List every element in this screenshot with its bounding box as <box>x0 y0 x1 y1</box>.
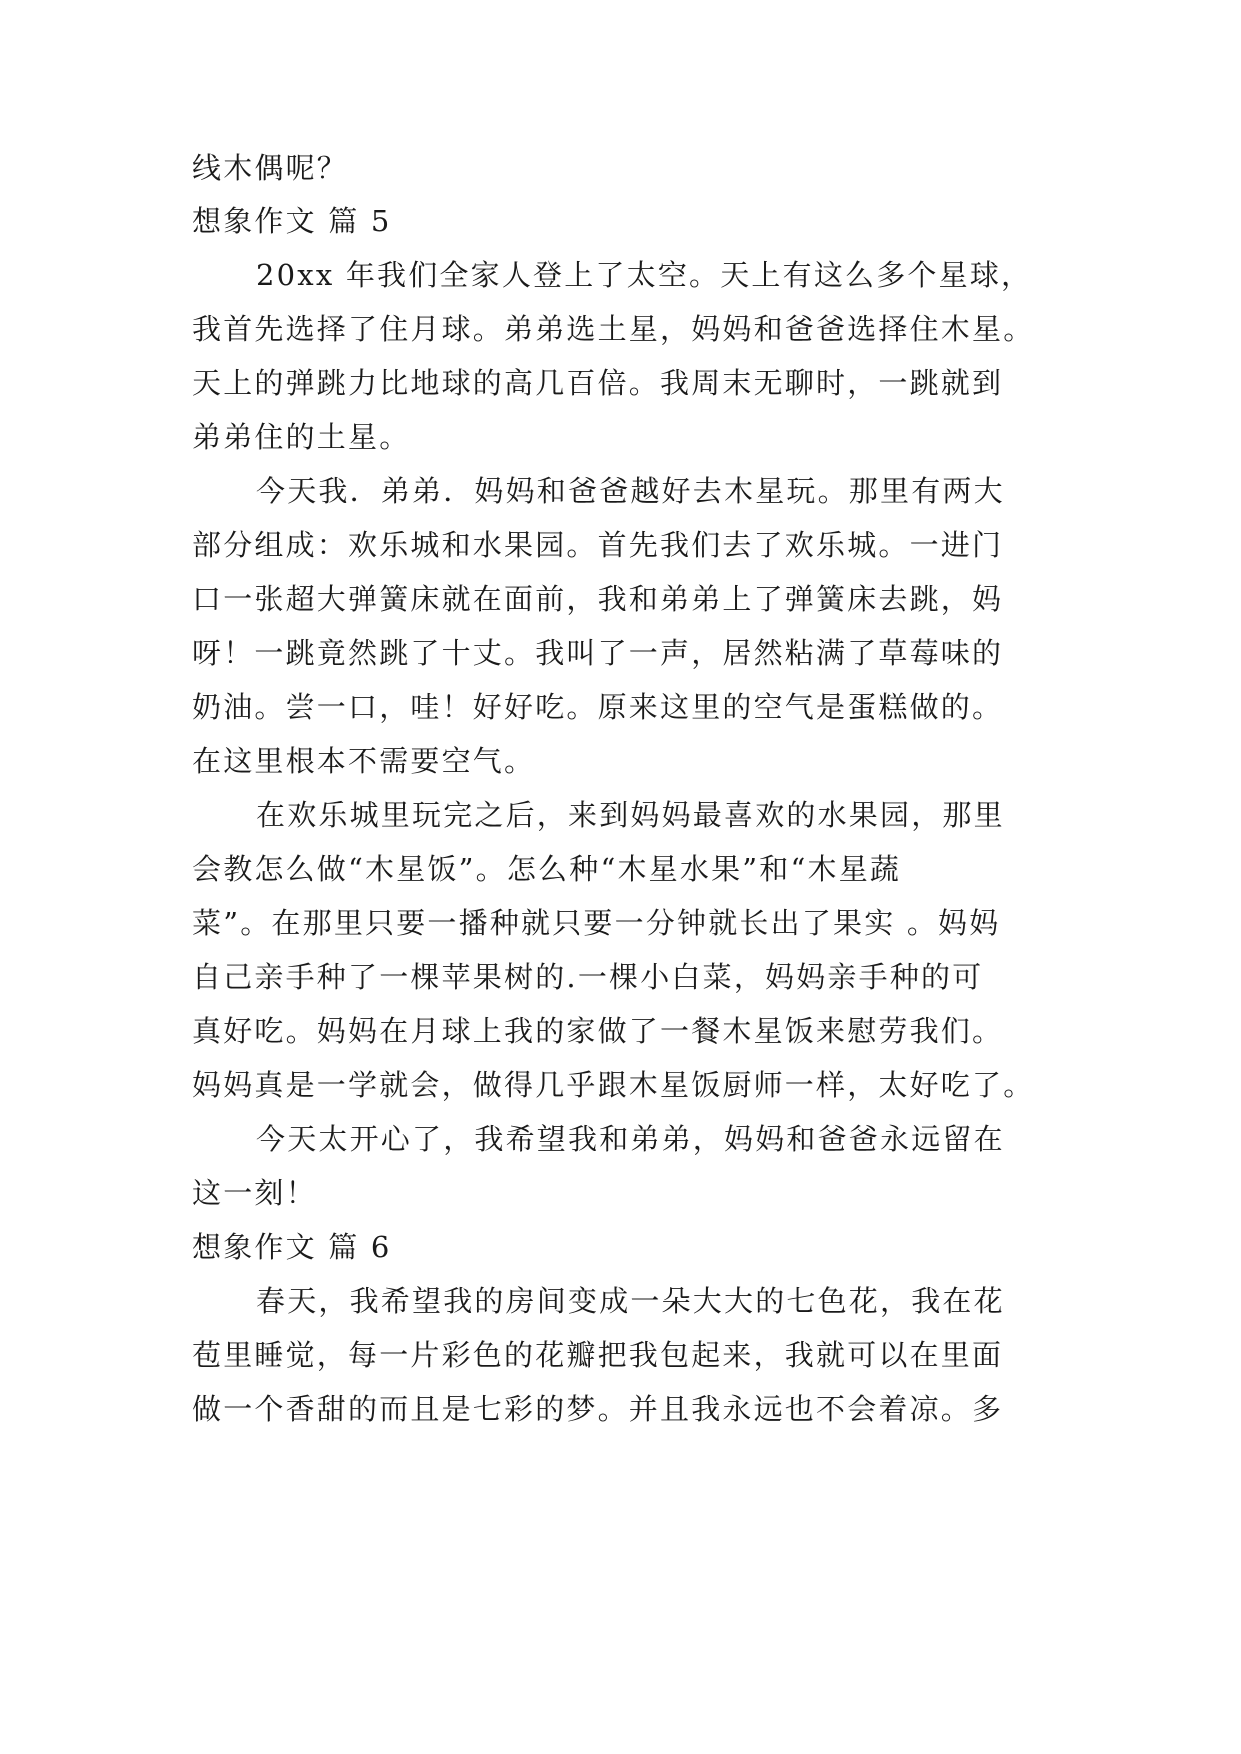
paragraph-line: 呀！一跳竟然跳了十丈。我叫了一声，居然粘满了草莓味的 <box>192 636 1004 670</box>
section-heading: 想象作文 篇 6 <box>192 1230 392 1264</box>
paragraph-line: 真好吃。妈妈在月球上我的家做了一餐木星饭来慰劳我们。 <box>192 1014 1004 1048</box>
paragraph-line: 天上的弹跳力比地球的高几百倍。我周末无聊时，一跳就到 <box>192 366 1004 400</box>
paragraph-line: 弟弟住的土星。 <box>192 420 411 454</box>
paragraph-line: 在这里根本不需要空气。 <box>192 744 536 778</box>
paragraph-line: 自己亲手种了一棵苹果树的.一棵小白菜，妈妈亲手种的可 <box>192 960 984 994</box>
paragraph-line: 做一个香甜的而且是七彩的梦。并且我永远也不会着凉。多 <box>192 1392 1004 1426</box>
paragraph-line: 20xx 年我们全家人登上了太空。天上有这么多个星球， <box>256 258 1033 292</box>
paragraph-line: 妈妈真是一学就会，做得几乎跟木星饭厨师一样，太好吃了。 <box>192 1068 1035 1102</box>
paragraph-line: 今天我．弟弟．妈妈和爸爸越好去木星玩。那里有两大 <box>256 474 1005 508</box>
paragraph-line: 春天，我希望我的房间变成一朵大大的七色花，我在花 <box>256 1284 1005 1318</box>
text-line: 线木偶呢？ <box>192 151 349 185</box>
paragraph-line: 奶油。尝一口，哇！好好吃。原来这里的空气是蛋糕做的。 <box>192 690 1004 724</box>
paragraph-line: 我首先选择了住月球。弟弟选土星，妈妈和爸爸选择住木星。 <box>192 312 1035 346</box>
paragraph-line: 今天太开心了，我希望我和弟弟，妈妈和爸爸永远留在 <box>256 1122 1005 1156</box>
paragraph-line: 在欢乐城里玩完之后，来到妈妈最喜欢的水果园，那里 <box>256 798 1005 832</box>
paragraph-line: 会教怎么做“木星饭”。怎么种“木星水果”和“木星蔬 <box>192 852 902 886</box>
paragraph-line: 口一张超大弹簧床就在面前，我和弟弟上了弹簧床去跳，妈 <box>192 582 1004 616</box>
section-heading: 想象作文 篇 5 <box>192 204 392 238</box>
paragraph-line: 这一刻！ <box>192 1176 317 1210</box>
paragraph-line: 部分组成：欢乐城和水果园。首先我们去了欢乐城。一进门 <box>192 528 1004 562</box>
paragraph-line: 苞里睡觉，每一片彩色的花瓣把我包起来，我就可以在里面 <box>192 1338 1004 1372</box>
paragraph-line: 菜”。在那里只要一播种就只要一分钟就长出了果实 。妈妈 <box>192 906 1001 940</box>
